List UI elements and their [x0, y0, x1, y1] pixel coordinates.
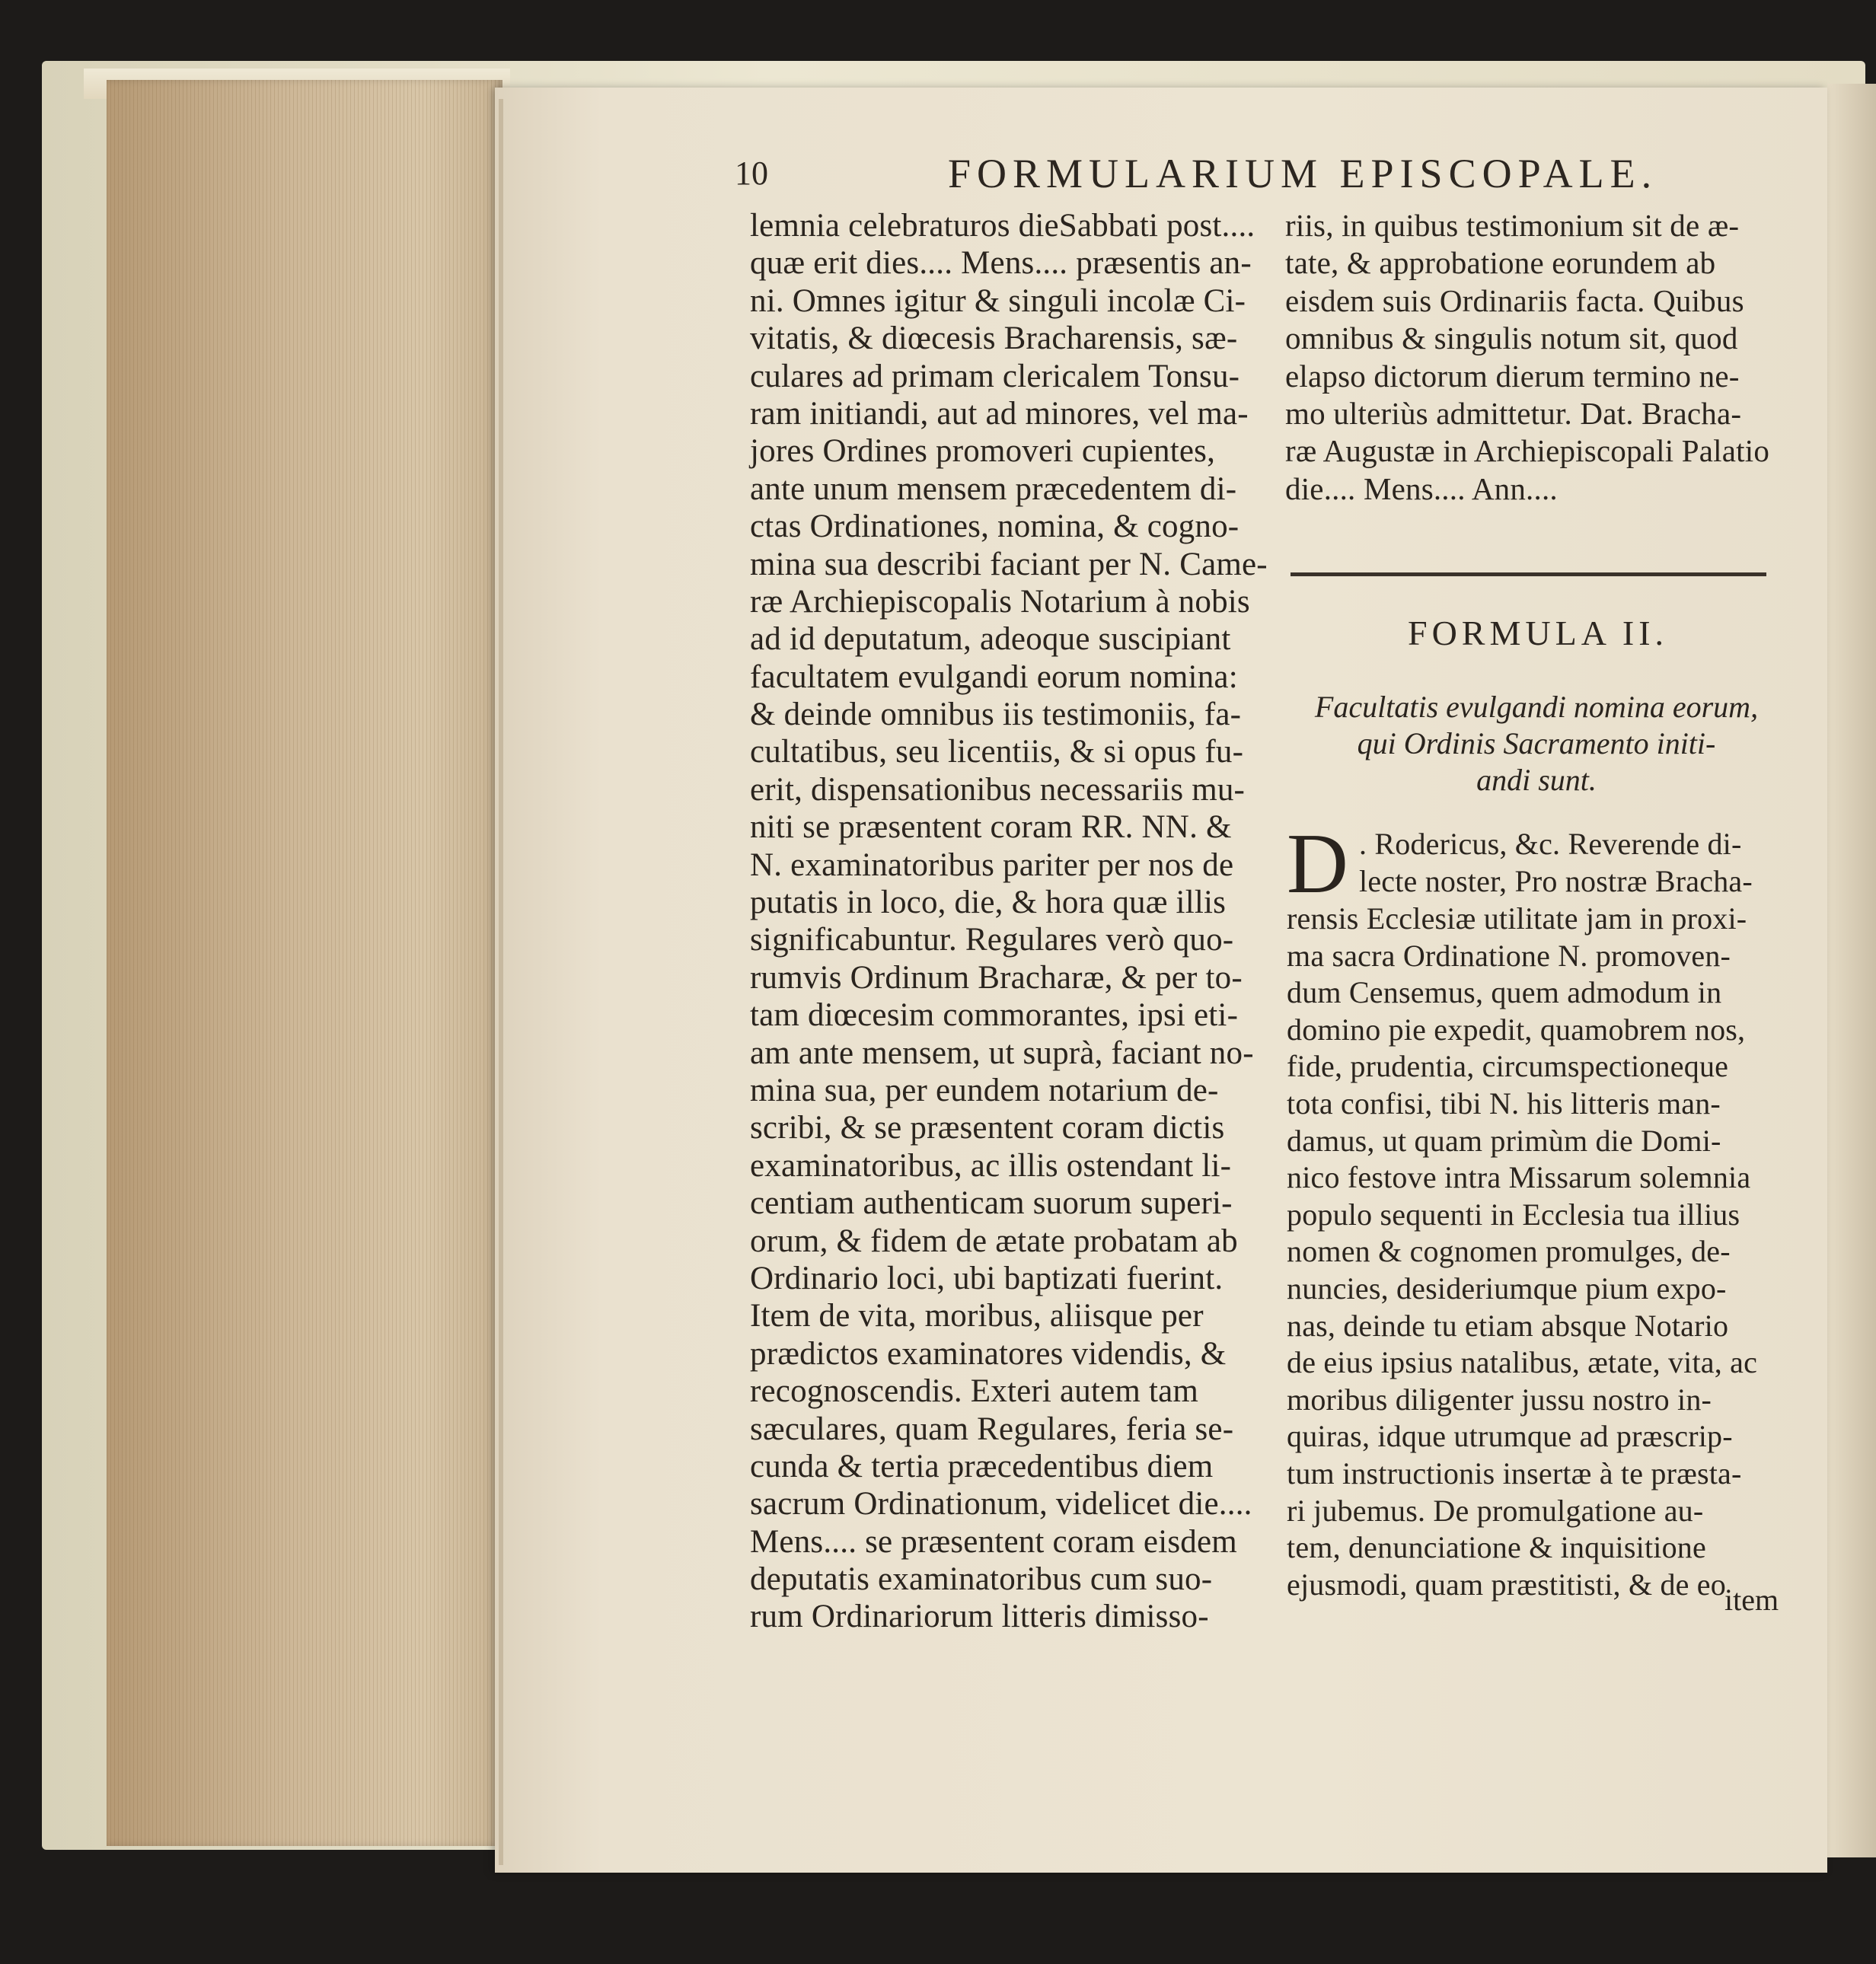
text-line: nuncies, desideriumque pium expo- — [1287, 1271, 1727, 1306]
text-line: examinatoribus, ac illis ostendant li- — [750, 1147, 1232, 1184]
text-line: moribus diligenter jussu nostro in- — [1287, 1382, 1712, 1417]
text-line: tam diœcesim commorantes, ipsi eti- — [750, 997, 1239, 1034]
text-line: eisdem suis Ordinariis facta. Quibus — [1285, 282, 1744, 318]
text-line: mina sua describi faciant per N. Came- — [750, 546, 1268, 582]
text-line: Mens.... se præsentent coram eisdem — [750, 1523, 1237, 1560]
text-line: damus, ut quam primùm die Domi- — [1287, 1123, 1721, 1158]
text-line: ejusmodi, quam præstitisti, & de eo — [1287, 1567, 1726, 1602]
subtitle-line: Facultatis evulgandi nomina eorum, — [1314, 690, 1759, 724]
text-line: tem, denunciatione & inquisitione — [1287, 1530, 1706, 1565]
text-line: die.... Mens.... Ann.... — [1285, 470, 1558, 506]
text-line: sæculares, quam Regulares, feria se- — [750, 1411, 1234, 1447]
text-line: de eius ipsius natalibus, ætate, vita, ac — [1287, 1345, 1758, 1380]
text-line: mina sua, per eundem notarium de- — [750, 1072, 1219, 1108]
left-text-column — [750, 207, 1268, 1636]
text-line: ctas Ordinationes, nomina, & cogno- — [750, 509, 1240, 545]
text-line: recognoscendis. Exteri autem tam — [750, 1373, 1199, 1410]
drop-cap: D — [1287, 817, 1348, 911]
text-line: lecte noster, Pro nostræ Bracha- — [1359, 863, 1753, 898]
text-line: cultatibus, seu licentiis, & si opus fu- — [750, 734, 1244, 770]
text-line: elapso dictorum dierum termino ne- — [1285, 358, 1740, 394]
text-line: rum Ordinariorum litteris dimisso- — [750, 1599, 1209, 1635]
text-line: erit, dispensationibus necessariis mu- — [750, 771, 1246, 808]
subtitle-line: andi sunt. — [1476, 763, 1597, 797]
catchword: item — [1724, 1583, 1779, 1617]
text-line: Ordinario loci, ubi baptizati fuerint. — [750, 1260, 1224, 1296]
formula-subtitle — [1285, 689, 1788, 799]
section-divider — [1291, 572, 1766, 576]
text-line: mo ulteriùs admittetur. Dat. Bracha- — [1285, 395, 1742, 431]
text-line: cunda & tertia præcedentibus diem — [750, 1448, 1214, 1484]
text-line: nas, deinde tu etiam absque Notario — [1287, 1308, 1729, 1343]
page-number: 10 — [735, 155, 768, 192]
text-line: . Rodericus, &c. Reverende di- — [1359, 827, 1742, 861]
running-head — [735, 147, 1785, 200]
text-line: nico festove intra Missarum solemnia — [1287, 1160, 1751, 1195]
text-line: deputatis examinatoribus cum suo- — [750, 1561, 1213, 1598]
text-line: N. examinatoribus pariter per nos de — [750, 846, 1234, 883]
text-line: centiam authenticam suorum superi- — [750, 1185, 1233, 1222]
text-line: tota confisi, tibi N. his litteris man- — [1287, 1086, 1721, 1121]
formula-opening-lines — [1359, 826, 1801, 900]
text-line: tum instructionis insertæ à te præsta- — [1287, 1455, 1742, 1491]
text-line: scribi, & se præsentent coram dictis — [750, 1110, 1225, 1146]
text-line: quæ erit dies.... Mens.... præsentis an- — [750, 245, 1252, 282]
formula-body — [1287, 901, 1804, 1603]
running-head-title: FORMULARIUM EPISCOPALE. — [948, 151, 1658, 196]
text-line: putatis in loco, die, & hora quæ illis — [750, 885, 1227, 921]
text-line: Item de vita, moribus, aliisque per — [750, 1298, 1204, 1334]
text-line: & deinde omnibus iis testimoniis, fa- — [750, 697, 1242, 733]
text-line: sacrum Ordinationum, videlicet die.... — [750, 1486, 1252, 1522]
text-line: fide, prudentia, circumspectioneque — [1287, 1049, 1729, 1084]
text-line: rensis Ecclesiæ utilitate jam in proxi- — [1287, 901, 1747, 936]
text-line: ram initiandi, aut ad minores, vel ma- — [750, 395, 1249, 432]
page-fold-line — [499, 99, 503, 1865]
text-line: quiras, idque utrumque ad præscrip- — [1287, 1419, 1733, 1454]
text-line: orum, & fidem de ætate probatam ab — [750, 1223, 1238, 1259]
text-line: prædictos examinatores videndis, & — [750, 1335, 1227, 1372]
subtitle-line: qui Ordinis Sacramento initi- — [1357, 726, 1716, 760]
text-line: ræ Augustæ in Archiepiscopali Palatio — [1285, 433, 1770, 469]
text-line: jores Ordines promoveri cupientes, — [750, 433, 1216, 470]
facing-page-edge — [1827, 84, 1876, 1857]
text-line: ad id deputatum, adeoque suscipiant — [750, 621, 1231, 658]
text-line: ni. Omnes igitur & singuli incolæ Ci- — [750, 282, 1246, 319]
text-line: ri jubemus. De promulgatione au- — [1287, 1493, 1704, 1528]
formula-heading: FORMULA II. — [1407, 614, 1669, 652]
page-stack-fore-edge — [107, 80, 502, 1846]
text-line: riis, in quibus testimonium sit de æ- — [1285, 208, 1740, 243]
text-line: vitatis, & diœcesis Bracharensis, sæ- — [750, 320, 1238, 357]
text-line: ante unum mensem præcedentem di- — [750, 470, 1237, 507]
text-line: am ante mensem, ut suprà, faciant no- — [750, 1035, 1254, 1071]
text-line: domino pie expedit, quamobrem nos, — [1287, 1012, 1746, 1047]
text-line: facultatem evulgandi eorum nomina: — [750, 658, 1238, 695]
text-line: ma sacra Ordinatione N. promoven- — [1287, 938, 1731, 973]
text-line: rumvis Ordinum Bracharæ, & per to- — [750, 959, 1243, 996]
text-line: nomen & cognomen promulges, de- — [1287, 1234, 1731, 1269]
text-line: culares ad primam clericalem Tonsu- — [750, 358, 1240, 394]
text-line: tate, & approbatione eorundem ab — [1285, 245, 1716, 281]
text-line: populo sequenti in Ecclesia tua illius — [1287, 1197, 1740, 1232]
text-line: dum Censemus, quem admodum in — [1287, 975, 1722, 1010]
text-line: omnibus & singulis notum sit, quod — [1285, 320, 1738, 356]
text-line: ræ Archiepiscopalis Notarium à nobis — [750, 583, 1250, 620]
text-line: lemnia celebraturos dieSabbati post.... — [750, 208, 1255, 244]
right-text-column-top — [1285, 207, 1788, 508]
text-line: niti se præsentent coram RR. NN. & — [750, 809, 1232, 846]
text-line: significabuntur. Regulares verò quo- — [750, 922, 1234, 958]
